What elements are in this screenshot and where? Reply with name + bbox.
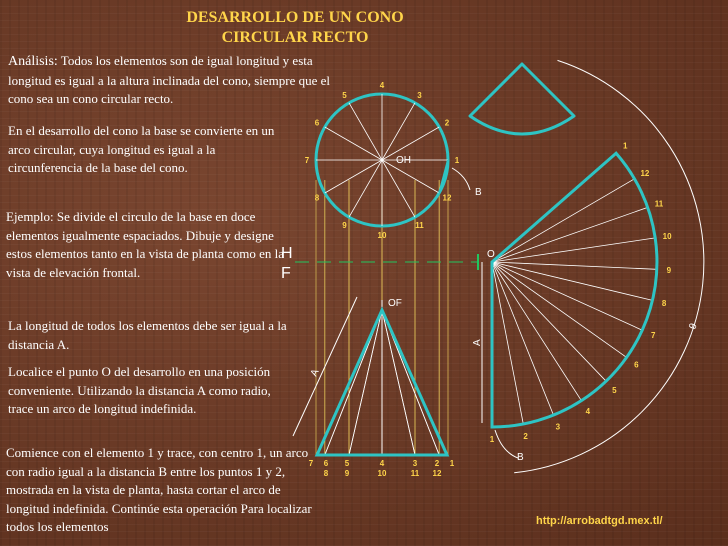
base-top-label: 7 (308, 459, 314, 468)
base-top-label: 5 (344, 459, 350, 468)
development-point-label: 3 (555, 422, 561, 432)
plan-point-label: 10 (377, 231, 387, 240)
plan-element-line (349, 160, 382, 217)
analysis-text: Todos los elementos son de igual longitud y esta longitud es igual a la altura inclinada del cono, siempre que el cono sea un cono circular recto. (8, 53, 331, 106)
development-point-label: 4 (585, 406, 591, 416)
development-b-arc (495, 430, 518, 458)
plan-b-label: B (475, 187, 482, 198)
page-title: DESARROLLO DE UN CONO CIRCULAR RECTO (186, 9, 404, 46)
plan-point-label: 5 (342, 91, 347, 100)
drawing-labels (281, 81, 700, 478)
development-point-label: 2 (523, 431, 528, 441)
development-point-label: 5 (612, 385, 617, 395)
elevation-element-line (349, 310, 382, 455)
plan-point-label: 7 (304, 156, 310, 165)
base-top-label: 4 (379, 459, 385, 468)
base-bottom-label: 9 (344, 469, 350, 478)
development-point-label: 8 (661, 299, 667, 309)
paragraph-example: Ejemplo: Se divide el circulo de la base en doce elementos igualmente espaciados. Dibuje y designe estos elementos tanto en la vista de planta como en la vista de elevación frontal. (6, 209, 284, 280)
plan-point-label: 8 (314, 193, 320, 203)
paragraph-length: La longitud de todos los elementos debe ser igual a la distancia A. (8, 318, 287, 352)
development-point-label: 1 (622, 141, 628, 151)
elevation-apex-label: OF (388, 298, 402, 309)
plan-point-label: 3 (417, 91, 422, 100)
development-element-line (492, 179, 635, 262)
development-point-label: 12 (640, 168, 650, 178)
base-bottom-label: 10 (377, 469, 387, 478)
plan-center-label: OH (396, 155, 411, 166)
plan-point-label: 9 (342, 221, 347, 230)
plan-element-line (325, 127, 382, 160)
development-point-label: 1 (489, 435, 495, 444)
plan-element-line (325, 160, 382, 193)
plan-point-label: 12 (442, 193, 452, 203)
base-top-label: 6 (323, 459, 329, 468)
indefinite-arc (514, 60, 704, 472)
development-point-label: 11 (654, 199, 664, 209)
base-bottom-label: 12 (432, 469, 442, 478)
development-point-label: 10 (662, 232, 672, 242)
plan-point-label: 11 (415, 221, 424, 230)
plan-element-line (382, 160, 415, 217)
plan-point-label: 6 (314, 118, 320, 128)
paragraph-locate-o: Localice el punto O del desarrollo en una posición conveniente. Utilizando la distancia A como radio, trace un arco de longitud indefinida. (8, 364, 271, 416)
development-b-label: B (517, 452, 524, 463)
plan-b-dimension (452, 168, 470, 190)
base-bottom-label: 8 (323, 469, 329, 478)
plan-element-line (382, 103, 415, 160)
f-label: F (281, 265, 291, 282)
plan-point-label: 2 (444, 118, 450, 128)
development-point-label: 9 (666, 265, 672, 275)
cone-sketch (470, 64, 574, 134)
base-top-label: 2 (434, 459, 440, 468)
h-label: H (281, 245, 293, 262)
base-bottom-label: 11 (410, 469, 420, 478)
elevation-element-line (382, 310, 415, 455)
elevation-a-label: A (308, 367, 322, 379)
analysis-label: Análisis: (8, 54, 58, 69)
source-url[interactable]: http://arrobadtgd.mex.tl/ (536, 515, 663, 527)
base-top-label: 3 (412, 459, 418, 468)
base-top-label: 1 (449, 459, 455, 468)
development-element-line (492, 262, 627, 357)
paragraph-development: En el desarrollo del cono la base se convierte en un arco circular, cuya longitud es igual a la circunferencia de la base del cono. (8, 123, 275, 175)
plan-element-line (349, 103, 382, 160)
development-a-label: A (472, 339, 483, 346)
development-point-label: 6 (634, 360, 639, 370)
plan-point-label: 4 (379, 81, 385, 90)
development-o-label: O (487, 249, 495, 260)
development-theta-label: θ (687, 322, 700, 332)
paragraph-procedure: Comience con el elemento 1 y trace, con centro 1, un arco con radio igual a la distancia B entre los puntos 1 y 2, mostrada en la vista de planta, hasta cortar el arco de longitud indefinida. Continúe esta operación Para localizar todos los elementos (6, 445, 312, 534)
development-point-label: 7 (650, 331, 656, 341)
development-element-line (492, 262, 554, 415)
development-element-line (492, 262, 642, 330)
plan-point-label: 1 (454, 156, 460, 165)
development-sector (492, 153, 657, 427)
plan-view (316, 94, 470, 226)
development-element-line (492, 262, 606, 381)
development-element-line (492, 207, 648, 262)
